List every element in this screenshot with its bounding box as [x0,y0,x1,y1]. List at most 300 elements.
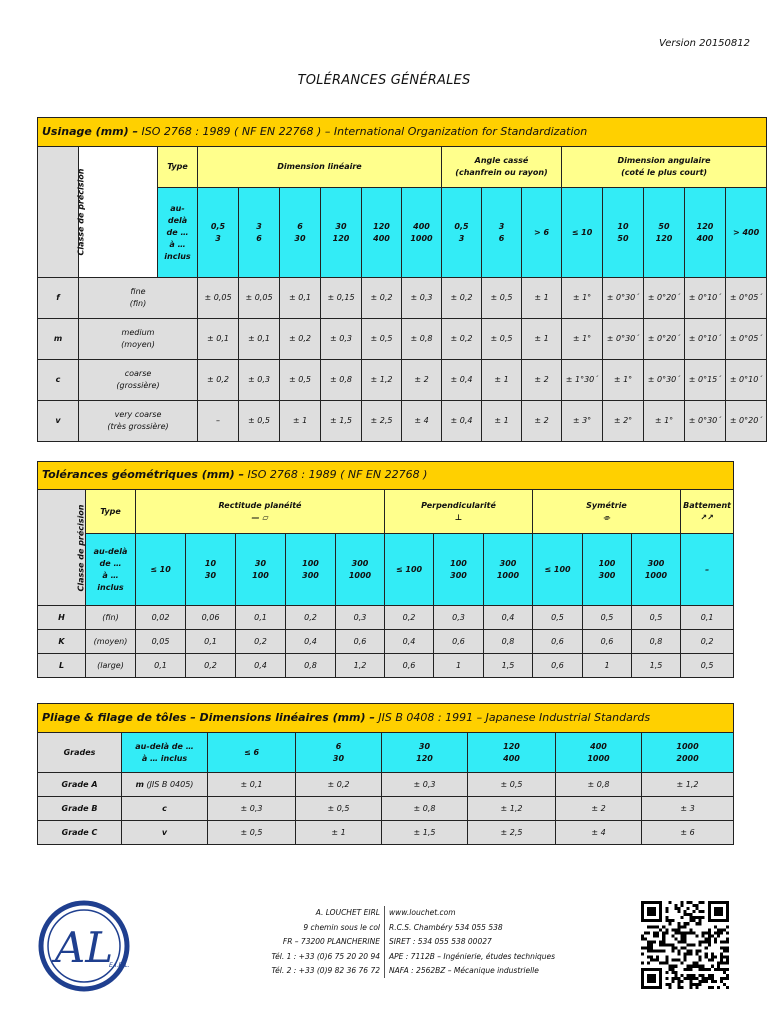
geo-table [37,461,734,678]
range-to: 50 [617,233,629,243]
range-cell-11 [644,188,685,278]
range-from: ≤ 10 [571,227,593,237]
range-to: 120 [416,753,433,763]
range-from: ≤ 6 [243,747,260,757]
class-name [79,278,198,319]
class-name: (moyen) [86,630,136,654]
class-code: v [38,401,79,442]
value-cell: ± 0,5 [468,773,556,797]
value-cell: ± 2,5 [468,821,556,845]
class-code: K [38,630,86,654]
footer-left-line-4: Tél. 2 : +33 (0)9 82 36 76 72 [271,966,380,975]
range-cell-5 [385,534,434,606]
range-to: 6 [498,233,505,243]
range-cell-2 [280,188,321,278]
range-to: 30 [204,570,217,580]
class-code: f [38,278,79,319]
value-cell: ± 0,1 [239,319,280,360]
version-label: Version 20150812 [658,38,750,49]
value-cell: ± 0,8 [402,319,442,360]
value-cell: 0,4 [484,606,533,630]
grade-ref-code: m [135,779,144,789]
value-cell: 0,3 [336,606,385,630]
range-from: 300 [499,558,517,568]
value-cell: ± 1 [296,821,382,845]
value-cell: 0,6 [385,654,434,678]
range-from: > 400 [732,227,760,237]
range-to: 400 [503,753,520,763]
footer-right-line-2: SIRET : 534 055 538 00027 [389,937,492,946]
perpendicularite-icon: ⊥ [454,512,463,522]
value-cell: 0,8 [632,630,681,654]
classe-precision-label: Classe de précision [76,168,86,256]
value-cell: ± 1° [562,278,603,319]
value-cell: ± 1 [482,401,522,442]
pliage-title-bold: Pliage & filage de tôles – Dimensions linéaires (mm) – [42,710,375,724]
value-cell: ± 0,8 [321,360,362,401]
geo-range-label: au-delà de … à … inclus [86,534,136,606]
value-cell: 0,5 [583,606,632,630]
group-battement [681,490,734,534]
group-battement-label: Battement [683,500,731,510]
value-cell: ± 0°15´ [685,360,726,401]
range-from: 300 [351,558,369,568]
value-cell: ± 1,5 [321,401,362,442]
value-cell: 0,1 [236,606,286,630]
class-code: c [38,360,79,401]
range-from: 400 [590,741,607,751]
footer-separator [384,906,385,978]
range-cell-4 [336,534,385,606]
range-from: 10 [617,221,629,231]
range-from: 6 [297,221,303,231]
value-cell: ± 0,3 [239,360,280,401]
geo-type-label: Type [86,490,136,534]
range-cell-5 [642,733,734,773]
range-to: 3 [458,233,465,243]
classe-precision-cell [38,147,86,278]
range-to: 120 [332,233,350,243]
value-cell: ± 0,3 [321,319,362,360]
value-cell: ± 0°10´ [685,319,726,360]
range-cell-12 [685,188,726,278]
range-from: 6 [335,741,342,751]
table-row [38,773,734,797]
range-from: 100 [302,558,319,568]
value-cell: ± 1,2 [362,360,402,401]
range-to: 120 [655,233,673,243]
value-cell: 0,8 [286,654,336,678]
type-label: Type [158,147,198,188]
value-cell: 0,2 [186,654,236,678]
value-cell: ± 4 [556,821,642,845]
range-to: 2000 [676,753,699,763]
table-row [38,797,734,821]
footer-right-line-3: APE : 7112B – Ingénierie, études techniques [389,951,556,961]
grade-ref-code: v [161,827,168,837]
range-to: 30 [294,233,306,243]
range-to: 1000 [410,233,433,243]
range-cell-6 [442,188,482,278]
value-cell: ± 0,5 [280,360,321,401]
value-cell: ± 2 [556,797,642,821]
range-from: 120 [696,221,714,231]
value-cell: 1 [434,654,484,678]
class-code: H [38,606,86,630]
value-cell: ± 0,2 [442,278,482,319]
class-name-en: fine [130,287,146,296]
value-cell: 0,5 [632,606,681,630]
class-name [79,401,198,442]
pliage-range-label: au-delà de … à … inclus [122,733,208,773]
range-cell-7 [482,188,522,278]
footer-left-line-1: 9 chemin sous le col [303,922,380,932]
range-from: 1000 [676,741,699,751]
value-cell: 1 [583,654,632,678]
range-cell-1 [239,188,280,278]
value-cell: ± 3 [642,797,734,821]
footer-right-line-1: R.C.S. Chambéry 534 055 538 [389,922,503,932]
value-cell: ± 1° [603,360,644,401]
value-cell: ± 1°30´ [562,360,603,401]
battement-icon: ↗↗ [700,512,714,522]
usinage-table [37,117,767,442]
logo-suffix: E.I.R.L. [109,962,130,969]
range-to: 300 [450,570,467,580]
value-cell: ± 0,1 [280,278,321,319]
range-from: 30 [254,558,267,568]
table-row [38,606,734,630]
range-from: 30 [335,221,347,231]
grade-ref [122,797,208,821]
class-name-en: medium [121,328,155,337]
group-dimension-angulaire [562,147,767,188]
value-cell: ± 0,3 [402,278,442,319]
table-row [38,278,767,319]
class-name [79,319,198,360]
value-cell: ± 0,5 [239,401,280,442]
value-cell: ± 0,8 [382,797,468,821]
value-cell: ± 1 [522,319,562,360]
range-from: ≤ 100 [395,564,423,574]
range-cell-3 [468,733,556,773]
group-dimension-lineaire: Dimension linéaire [198,147,442,188]
value-cell: ± 0,05 [198,278,239,319]
value-cell: 1,5 [484,654,533,678]
value-cell: ± 2° [603,401,644,442]
grade-name: Grade B [38,797,122,821]
range-from: 3 [256,221,262,231]
range-to: 400 [373,233,390,243]
group-symetrie [533,490,681,534]
range-cell-8 [533,534,583,606]
class-name-en: very coarse [114,410,162,419]
group-angle-casse [442,147,562,188]
value-cell: ± 0,2 [280,319,321,360]
value-cell: 0,6 [583,630,632,654]
range-from: 120 [503,741,520,751]
value-cell: 0,2 [236,630,286,654]
value-cell: ± 0°10´ [726,360,767,401]
range-cell-1 [186,534,236,606]
value-cell: 0,2 [681,630,734,654]
geo-classe-label: Classe de précision [76,504,86,591]
range-cell-4 [362,188,402,278]
qr-code-icon [641,901,729,989]
range-label: au- delà de … à … inclus [158,188,198,278]
class-name-en: coarse [124,369,152,378]
range-from: 400 [413,221,430,231]
range-from: 30 [418,741,431,751]
pliage-title-rest: JIS B 0408 : 1991 – Japanese Industrial Standards [378,710,651,724]
value-cell: 0,4 [286,630,336,654]
value-cell: ± 0°20´ [644,278,685,319]
value-cell: ± 0,2 [442,319,482,360]
footer-right-line-4: NAFA : 2562BZ – Mécanique industrielle [389,966,539,975]
value-cell: ± 1 [482,360,522,401]
range-cell-4 [556,733,642,773]
group-angle-casse-line2: (chanfrein ou rayon) [455,168,548,177]
geo-title-rest: ISO 2768 : 1989 ( NF EN 22768 ) [247,468,428,482]
table-row [38,654,734,678]
table-row [38,319,767,360]
value-cell: ± 0°30´ [644,360,685,401]
value-cell: ± 0,05 [239,278,280,319]
value-cell: 0,5 [681,654,734,678]
range-cell-11 [681,534,734,606]
value-cell: ± 4 [402,401,442,442]
range-from: 50 [658,221,670,231]
range-to: 100 [252,570,269,580]
value-cell: ± 0,5 [208,821,296,845]
value-cell: ± 0,1 [198,319,239,360]
value-cell: ± 0°30´ [603,319,644,360]
value-cell: ± 0,1 [208,773,296,797]
range-cell-3 [286,534,336,606]
value-cell: 0,4 [236,654,286,678]
range-to: 1000 [348,570,372,580]
company-logo [38,900,130,992]
value-cell: ± 1° [562,319,603,360]
value-cell: ± 0°30´ [603,278,644,319]
usinage-banner [38,118,767,147]
range-from: 3 [498,221,505,231]
range-to: 1000 [496,570,520,580]
group-dimension-angulaire-line2: (coté le plus court) [621,168,708,177]
value-cell: ± 0,3 [382,773,468,797]
range-cell-2 [382,733,468,773]
value-cell: ± 0,4 [442,401,482,442]
range-to: 400 [696,233,714,243]
range-from: 0,5 [210,221,226,231]
footer-right-line-0: www.louchet.com [389,908,456,917]
grade-ref [122,821,208,845]
class-name-fr: (grossière) [116,381,160,390]
value-cell: ± 0°30´ [685,401,726,442]
value-cell: ± 3° [562,401,603,442]
range-to: 300 [598,570,616,580]
table-row [38,821,734,845]
footer-address [200,906,380,979]
range-from: 10 [204,558,217,568]
range-cell-0 [208,733,296,773]
value-cell: 0,3 [434,606,484,630]
value-cell: ± 0,4 [442,360,482,401]
page-title: TOLÉRANCES GÉNÉRALES [297,73,471,88]
class-code: m [38,319,79,360]
group-perpendicularite [385,490,533,534]
value-cell: 1,5 [632,654,681,678]
pliage-banner [38,704,734,733]
value-cell: 0,4 [385,630,434,654]
geo-banner [38,462,734,490]
value-cell: ± 2 [402,360,442,401]
value-cell: 0,06 [186,606,236,630]
range-cell-1 [296,733,382,773]
range-to: 300 [302,570,319,580]
grade-ref-note: (JIS B 0405) [146,779,194,789]
value-cell: ± 0,3 [208,797,296,821]
value-cell: 0,6 [336,630,385,654]
value-cell: 0,1 [681,606,734,630]
range-cell-2 [236,534,286,606]
value-cell: 0,2 [385,606,434,630]
symetrie-icon: ⌯ [603,512,610,522]
range-cell-7 [484,534,533,606]
range-to: 1000 [587,753,610,763]
geo-classe-cell [38,490,86,606]
range-from: 100 [450,558,467,568]
range-from: 100 [598,558,616,568]
group-rectitude-label: Rectitude planéité [218,500,302,510]
value-cell: ± 2 [522,401,562,442]
range-to: 6 [256,233,262,243]
value-cell: ± 0,15 [321,278,362,319]
value-cell: ± 0,2 [198,360,239,401]
value-cell: 1,2 [336,654,385,678]
blank-corner [79,147,158,278]
range-cell-13 [726,188,767,278]
range-from: – [705,564,710,574]
geo-title-bold: Tolérances géométriques (mm) – [42,468,245,482]
value-cell: ± 6 [642,821,734,845]
pliage-table [37,703,734,845]
value-cell: ± 0°05´ [726,278,767,319]
class-code: L [38,654,86,678]
value-cell: ± 2,5 [362,401,402,442]
value-cell: ± 0,5 [482,319,522,360]
value-cell: 0,1 [136,654,186,678]
class-name-fr: (très grossière) [107,422,169,431]
value-cell: ± 1 [522,278,562,319]
range-from: 120 [373,221,390,231]
range-to: 30 [332,753,345,763]
grades-label: Grades [38,733,122,773]
table-row [38,360,767,401]
value-cell: 0,1 [186,630,236,654]
value-cell: ± 2 [522,360,562,401]
range-cell-0 [136,534,186,606]
range-cell-9 [583,534,632,606]
footer-left-line-3: Tél. 1 : +33 (0)6 75 20 20 94 [271,951,380,961]
class-name: (fin) [86,606,136,630]
range-from: > 6 [533,227,550,237]
range-cell-5 [402,188,442,278]
range-to: 3 [215,233,221,243]
grade-ref-code: c [162,803,167,813]
grade-name: Grade C [38,821,122,845]
table-row [38,401,767,442]
value-cell: 0,2 [286,606,336,630]
class-name-fr: (moyen) [121,340,155,349]
value-cell: ± 0°20´ [726,401,767,442]
value-cell: ± 1,5 [382,821,468,845]
group-dimension-angulaire-line1: Dimension angulaire [617,156,711,165]
range-to: 1000 [644,570,668,580]
value-cell: 0,8 [484,630,533,654]
range-from: ≤ 10 [150,564,171,574]
value-cell: ± 0°10´ [685,278,726,319]
footer-left-line-0: A. LOUCHET EIRL [315,908,380,917]
group-angle-casse-line1: Angle cassé [474,156,529,165]
group-perpendicularite-label: Perpendicularité [421,500,496,510]
value-cell: ± 0°20´ [644,319,685,360]
class-name: (large) [86,654,136,678]
value-cell: 0,05 [136,630,186,654]
value-cell: ± 0,8 [556,773,642,797]
value-cell: ± 1° [644,401,685,442]
value-cell: ± 1,2 [468,797,556,821]
class-name [79,360,198,401]
value-cell: ± 0°05´ [726,319,767,360]
footer-company-info [389,906,619,979]
value-cell: ± 0,5 [362,319,402,360]
value-cell: 0,6 [434,630,484,654]
usinage-title-rest: ISO 2768 : 1989 ( NF EN 22768 ) – International Organization for Standardization [141,124,588,138]
range-cell-10 [632,534,681,606]
range-from: ≤ 100 [544,564,571,574]
value-cell: ± 0,5 [482,278,522,319]
value-cell: 0,6 [533,630,583,654]
group-symetrie-label: Symétrie [586,500,627,510]
value-cell: ± 1 [280,401,321,442]
range-cell-9 [562,188,603,278]
value-cell: ± 1,2 [642,773,734,797]
value-cell: – [198,401,239,442]
value-cell: ± 0,5 [296,797,382,821]
table-row [38,630,734,654]
range-cell-8 [522,188,562,278]
range-from: 0,5 [454,221,469,231]
range-cell-10 [603,188,644,278]
grade-name: Grade A [38,773,122,797]
value-cell: 0,02 [136,606,186,630]
value-cell: ± 0,2 [296,773,382,797]
value-cell: ± 0,2 [362,278,402,319]
grade-ref [122,773,208,797]
rectitude-planeite-icon: — ▱ [251,512,269,522]
group-rectitude [136,490,385,534]
class-name-fr: (fin) [129,299,147,308]
range-cell-0 [198,188,239,278]
range-cell-6 [434,534,484,606]
range-cell-3 [321,188,362,278]
usinage-title-bold: Usinage (mm) – [42,124,138,138]
range-from: 300 [647,558,665,568]
footer-left-line-2: FR – 73200 PLANCHERINE [282,937,380,946]
value-cell: 0,6 [533,654,583,678]
value-cell: 0,5 [533,606,583,630]
